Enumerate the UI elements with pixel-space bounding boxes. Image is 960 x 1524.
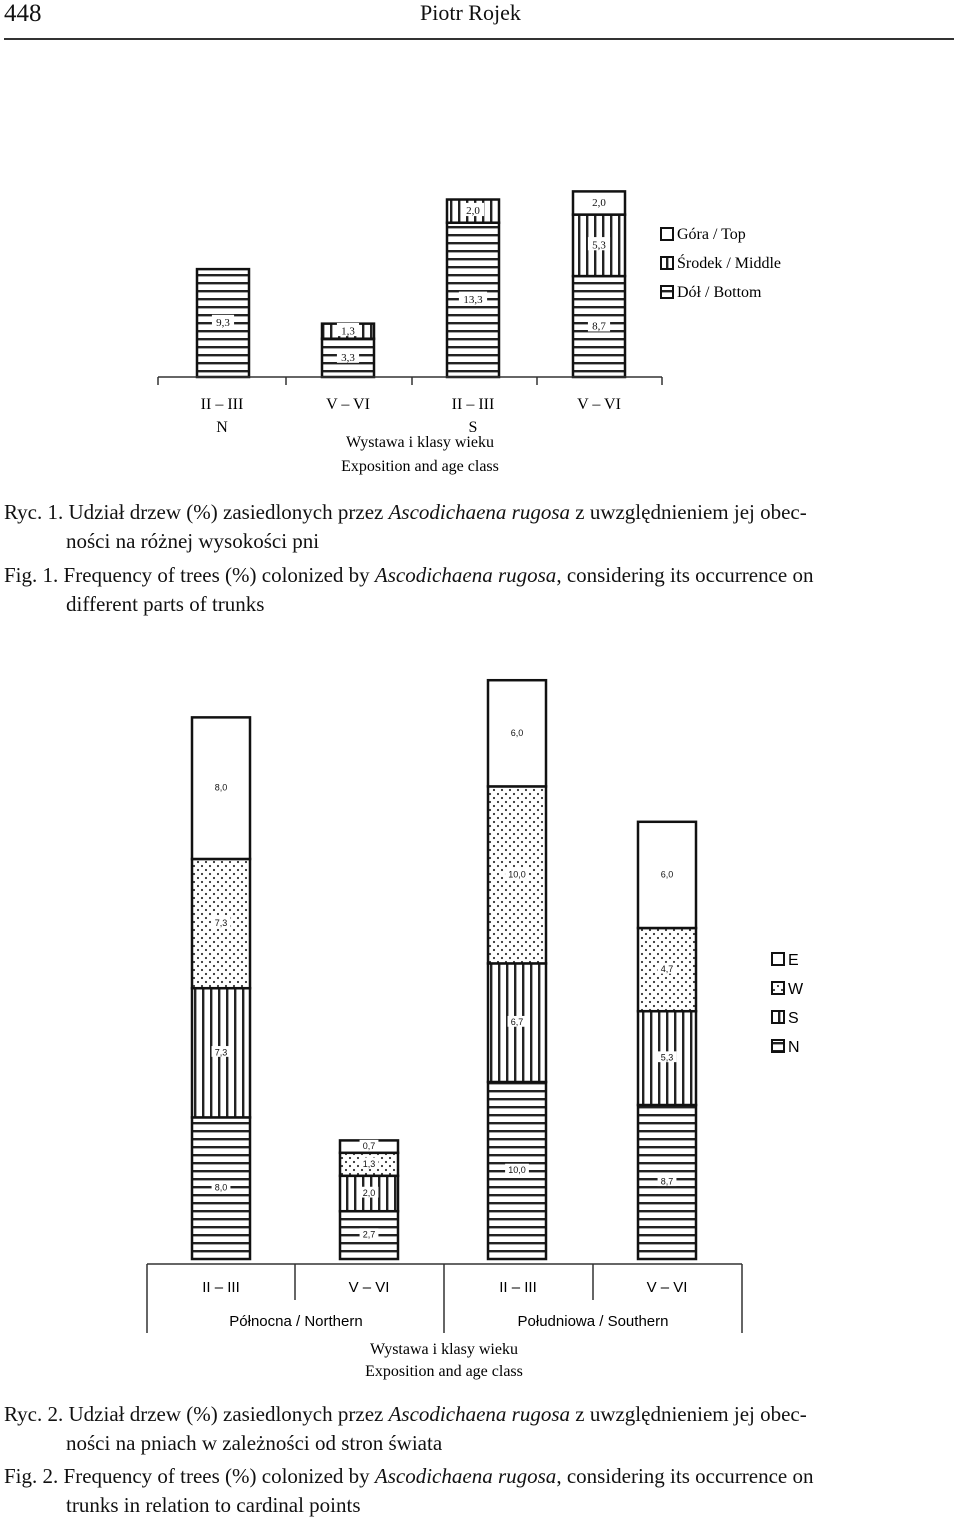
legend-label: Góra / Top [677,226,746,243]
x-axis-title: Wystawa i klasy wieku [370,1341,518,1358]
legend-label: E [788,952,799,969]
caption-label: Fig. 2. [4,1464,59,1488]
x-tick-label: II – III [451,396,495,413]
data-label: 8,0 [214,1182,228,1193]
data-label: 4,7 [660,964,674,975]
x-tick-label: II – III [202,1279,240,1296]
x-axis-subtitle: Exposition and age class [365,1363,523,1380]
x-tick-label: V – VI [326,396,370,413]
legend-label: S [788,1010,799,1027]
figure-2-caption-pl: Ryc. 2. Udział drzew (%) zasiedlonych przez Ascodichaena rugosa z uwzględnieniem jej obec- ności na pniach w zależności od stron świata [4,1402,807,1455]
data-label: 7,3 [214,1047,228,1058]
data-label: 0,7 [362,1141,376,1152]
running-head: Piotr Rojek [420,0,521,25]
data-label: 6,7 [510,1017,524,1028]
x-tick-label: V – VI [646,1279,688,1296]
data-label: 10,0 [508,869,526,880]
x-tick-label: V – VI [348,1279,390,1296]
data-label: 5,3 [660,1052,674,1063]
x-tick-label: V – VI [577,396,621,413]
legend-label: Dół / Bottom [677,284,762,301]
group-label: N [216,419,228,436]
data-label: 2,7 [362,1229,376,1240]
legend-swatch [772,953,784,965]
group-label: Północna / Northern [229,1313,363,1330]
x-axis-subtitle: Exposition and age class [341,458,499,475]
caption-label: Ryc. 2. [4,1402,64,1426]
data-label: 13,3 [463,293,483,306]
x-tick-label: II – III [499,1279,537,1296]
legend-swatch [661,228,673,240]
legend-swatch [661,286,673,298]
figure-2-chart [0,640,960,1400]
legend-swatch [661,257,673,269]
data-label: 6,0 [660,869,674,880]
figure-1-chart [0,0,960,490]
caption-label: Ryc. 1. [4,500,64,524]
data-label: 1,3 [341,325,355,338]
x-tick-label: II – III [200,396,244,413]
data-label: 2,0 [466,205,480,218]
data-label: 7,3 [214,918,228,929]
data-label: 2,0 [592,197,606,210]
species-name: Ascodichaena rugosa [374,563,557,587]
x-axis-title: Wystawa i klasy wieku [346,434,494,451]
data-label: 8,0 [214,782,228,793]
legend-swatch [772,1011,784,1023]
legend-swatch [772,1040,784,1052]
data-label: 10,0 [508,1165,526,1176]
data-label: 8,7 [592,320,606,333]
group-label: Południowa / Southern [517,1313,669,1330]
figure-2-caption-en: Fig. 2. Frequency of trees (%) colonized by Ascodichaena rugosa, considering its occurrence on trunks in relation to cardinal points [4,1464,814,1517]
group-label: S [468,419,478,436]
legend-label: N [788,1039,800,1056]
data-label: 5,3 [592,239,606,252]
legend-label: W [788,981,804,998]
legend-label: Środek / Middle [677,255,781,272]
species-name: Ascodichaena rugosa [388,500,570,524]
legend-swatch [772,982,784,994]
species-name: Ascodichaena rugosa [388,1402,570,1426]
data-label: 1,3 [362,1158,376,1169]
species-name: Ascodichaena rugosa [374,1464,557,1488]
figure-1-caption-pl: Ryc. 1. Udział drzew (%) zasiedlonych przez Ascodichaena rugosa z uwzględnieniem jej obec- ności na różnej wysokości pni [4,500,807,553]
caption-label: Fig. 1. [4,563,59,587]
data-label: 6,0 [510,727,524,738]
page-number: 448 [4,0,42,27]
data-label: 2,0 [362,1188,376,1199]
figure-1-caption-en: Fig. 1. Frequency of trees (%) colonized by Ascodichaena rugosa, considering its occurrence on different parts of trunks [4,563,814,616]
data-label: 3,3 [341,351,355,364]
data-label: 8,7 [660,1176,674,1187]
data-label: 9,3 [216,317,230,330]
